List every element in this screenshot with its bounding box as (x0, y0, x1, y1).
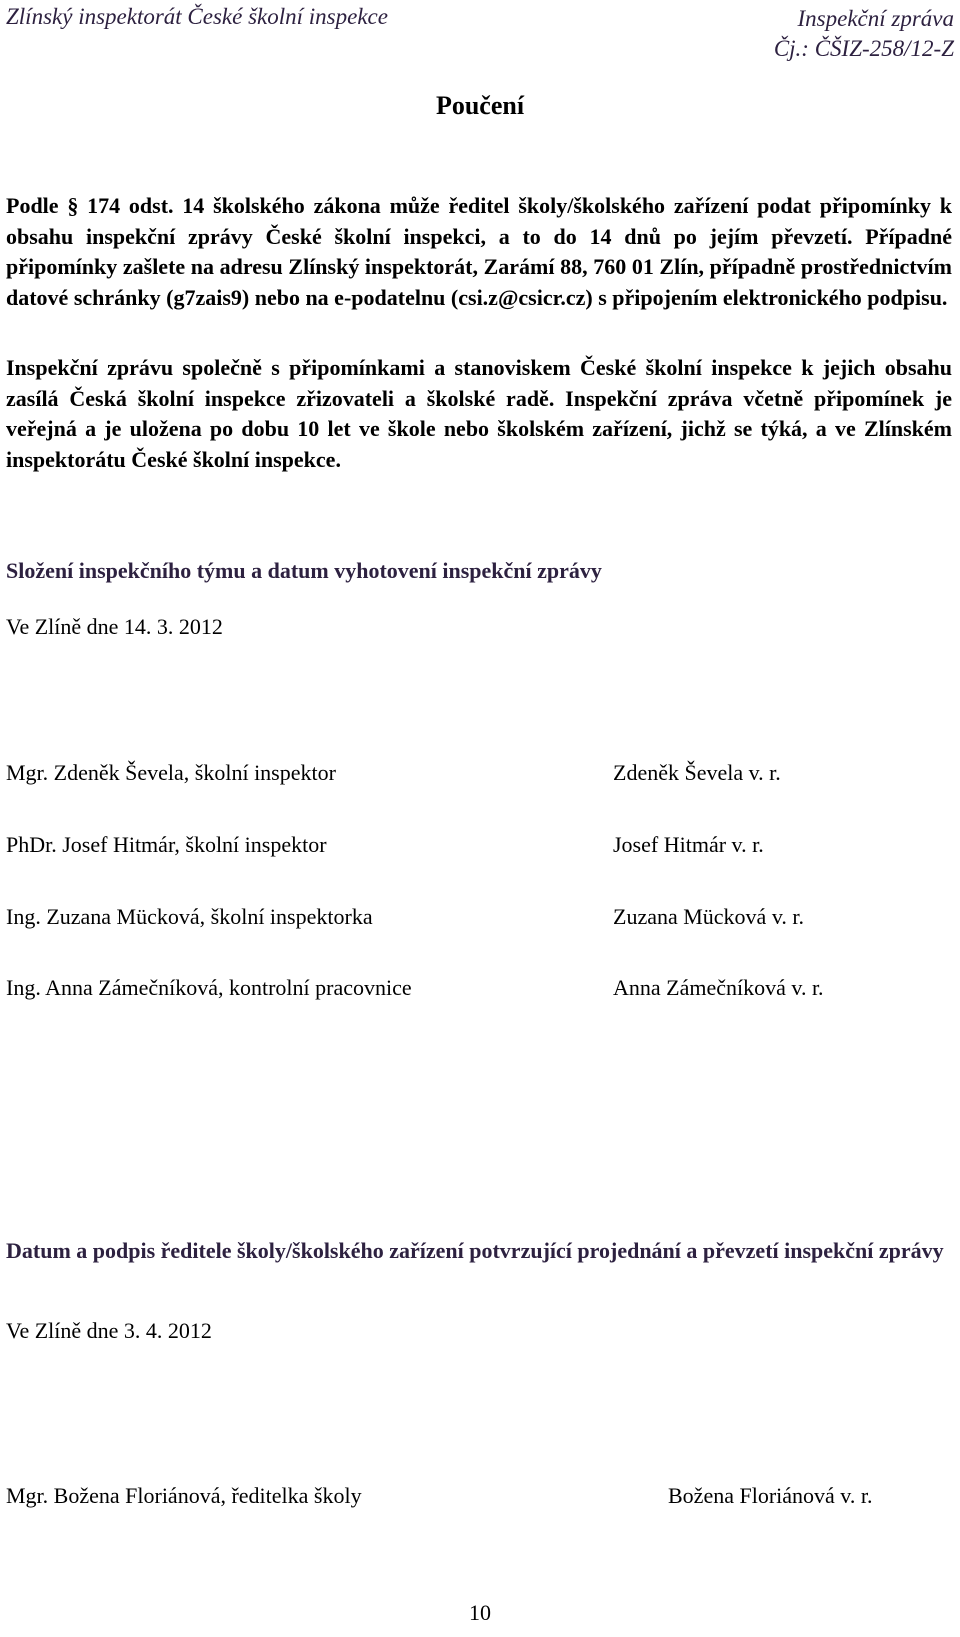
director-date: Ve Zlíně dne 3. 4. 2012 (6, 1318, 212, 1343)
header-report-info (774, 4, 954, 64)
team-date: Ve Zlíně dne 14. 3. 2012 (6, 614, 223, 639)
director-heading: Datum a podpis ředitele školy/školského zařízení potvrzující projednání a převzetí inspekční zprávy (6, 1238, 944, 1263)
header-report-type: Inspekční zpráva (797, 6, 954, 31)
team-member-signature: Anna Zámečníková v. r. (613, 975, 824, 1000)
team-member-signature: Zdeněk Ševela v. r. (613, 760, 781, 785)
team-member-signature: Zuzana Mücková v. r. (613, 904, 805, 929)
page-title: Poučení (435, 91, 525, 120)
team-member-name: PhDr. Josef Hitmár, školní inspektor (6, 832, 327, 857)
team-member-name: Mgr. Zdeněk Ševela, školní inspektor (6, 760, 336, 785)
header-institution: Zlínský inspektorát České školní inspekce (6, 4, 388, 29)
instruction-paragraph-1: Podle § 174 odst. 14 školského zákona může ředitel školy/školského zařízení podat připomínky k obsahu inspekční zprávy České školní inspekci, a to do 14 dnů po jejím převzetí. Případné připomínky zašlete na adresu Zlínský inspektorát, Zarámí 88, 760 01 Zlín, případně prostřednictvím datové schránky (g7zais9) nebo na e-podatelnu (csi.z@csicr.cz) s připojením elektronického podpisu. (6, 193, 952, 310)
team-heading: Složení inspekčního týmu a datum vyhotovení inspekční zprávy (6, 558, 602, 583)
director-signature: Božena Floriánová v. r. (668, 1483, 873, 1508)
header-reference-number: Čj.: ČŠIZ-258/12-Z (773, 36, 954, 61)
director-name: Mgr. Božena Floriánová, ředitelka školy (6, 1483, 362, 1508)
team-member-name: Ing. Zuzana Mücková, školní inspektorka (6, 904, 373, 929)
team-member-signature: Josef Hitmár v. r. (613, 832, 764, 857)
team-member-name: Ing. Anna Zámečníková, kontrolní pracovnice (6, 975, 412, 1000)
instruction-paragraph-2: Inspekční zprávu společně s připomínkami a stanoviskem České školní inspekce k jejich obsahu zasílá Česká školní inspekce zřizovateli a školské radě. Inspekční zpráva včetně připomínek je veřejná a je uložena po dobu 10 let ve škole nebo školském zařízení, jichž se týká, a ve Zlínském inspektorátu České školní inspekce. (6, 355, 952, 472)
page-number: 10 (469, 1600, 491, 1625)
